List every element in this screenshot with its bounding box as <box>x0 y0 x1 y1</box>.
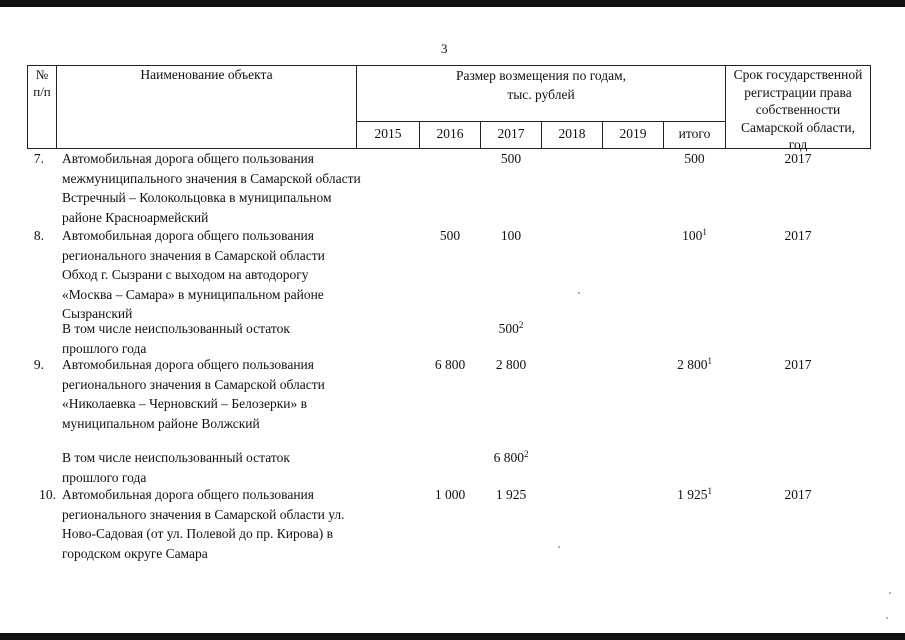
row-total: 500 <box>684 151 705 166</box>
year-2018: 2018 <box>558 126 586 141</box>
header-num: № п/п <box>33 67 51 99</box>
row-2017: 2 800 <box>495 357 527 372</box>
row-total <box>664 226 725 246</box>
year-2016: 2016 <box>436 126 464 141</box>
note-value: 500 <box>498 321 519 336</box>
row-name: Автомобильная дорога общего пользования регионального значения в Самарской области «Николаевка – Черновский – Белозерки» в муниципальном районе Волжский <box>62 357 325 431</box>
row-total <box>664 355 725 375</box>
row-term: 2017 <box>784 487 812 502</box>
row-num: 7. <box>33 151 44 166</box>
year-2019: 2019 <box>619 126 647 141</box>
note-2017 <box>481 448 541 468</box>
footnote-mark: 2 <box>518 320 524 330</box>
scan-speck <box>558 546 560 548</box>
year-2015: 2015 <box>374 126 402 141</box>
scan-speck <box>578 292 580 294</box>
row-note: В том числе неиспользованный остаток прошлого года <box>62 321 290 356</box>
footnote-mark: 1 <box>702 227 707 237</box>
col-line <box>870 65 871 149</box>
total-value: 100 <box>682 228 703 243</box>
row-2016: 6 800 <box>434 357 466 372</box>
row-term: 2017 <box>784 151 812 166</box>
top-border <box>0 0 905 7</box>
note-2017 <box>481 319 541 339</box>
row-name: Автомобильная дорога общего пользования регионального значения в Самарской области ул. Ново-Садовая (от ул. Полевой до пр. Кирова) в городском округе Самара <box>62 487 345 561</box>
total-value: 1 925 <box>677 487 708 502</box>
page-number: 3 <box>441 41 448 56</box>
row-num: 10. <box>39 487 56 502</box>
header-name: Наименование объекта <box>140 67 273 82</box>
row-total <box>664 485 725 505</box>
footnote-mark: 1 <box>707 486 712 496</box>
row-term: 2017 <box>784 228 812 243</box>
row-2016: 1 000 <box>434 487 466 502</box>
row-num: 9. <box>33 357 44 372</box>
row-2017: 1 925 <box>495 487 527 502</box>
row-2017: 100 <box>500 228 522 243</box>
total-value: 2 800 <box>677 357 708 372</box>
footnote-mark: 1 <box>707 356 712 366</box>
row-term: 2017 <box>784 357 812 372</box>
bottom-border <box>0 633 905 640</box>
row-name: Автомобильная дорога общего пользования межмуниципального значения в Самарской области Встречный – Колокольцовка в муниципальном районе Красноармейский <box>62 151 361 225</box>
row-2016: 500 <box>439 228 461 243</box>
note-value: 6 800 <box>493 450 524 465</box>
row-2017: 500 <box>500 151 522 166</box>
year-2017: 2017 <box>497 126 525 141</box>
header-amount: Размер возмещения по годам, тыс. рублей <box>455 68 627 102</box>
row-note: В том числе неиспользованный остаток прошлого года <box>62 450 290 485</box>
row-name: Автомобильная дорога общего пользования регионального значения в Самарской области Обход г. Сызрани с выходом на автодорогу «Москва – Самара» в муниципальном районе Сызранский <box>62 228 325 321</box>
row-num: 8. <box>33 228 44 243</box>
footnote-mark: 2 <box>523 449 529 459</box>
scan-speck <box>886 617 888 619</box>
scan-speck <box>889 592 891 594</box>
year-total: итого <box>678 126 711 141</box>
header-term: Срок государственной регистрации права собственности Самарской области, год <box>733 67 863 152</box>
